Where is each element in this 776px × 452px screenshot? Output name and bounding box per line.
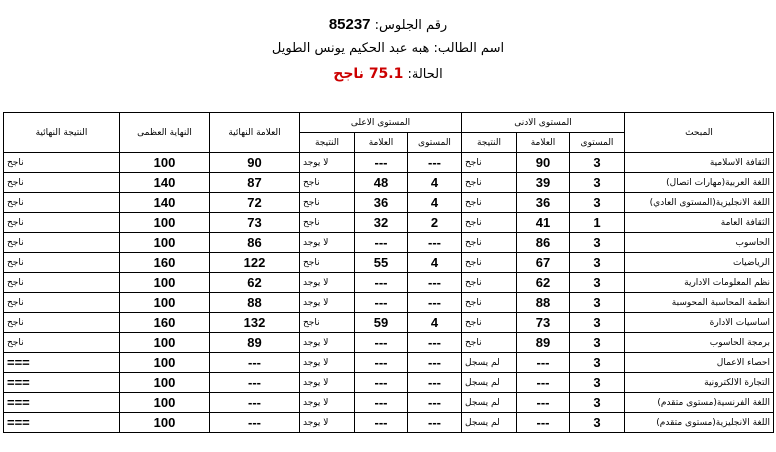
final-mark-cell: 122 <box>210 253 300 273</box>
high-level-cell: 4 <box>408 313 462 333</box>
results-table <box>3 112 774 433</box>
subject-cell: اللغة الانجليزية(المستوى العادي) <box>625 193 774 213</box>
student-name-line <box>0 39 776 59</box>
high-result-cell: ناجح <box>300 253 355 273</box>
low-level-cell: 3 <box>570 193 625 213</box>
table-row <box>4 253 774 273</box>
high-mark-cell: --- <box>355 233 408 253</box>
low-result-cell: ناجح <box>462 153 517 173</box>
final-mark-cell: 88 <box>210 293 300 313</box>
max-mark-cell: 100 <box>120 293 210 313</box>
low-result-cell: لم يسجل <box>462 413 517 433</box>
high-mark-cell: --- <box>355 153 408 173</box>
max-mark-cell: 100 <box>120 393 210 413</box>
high-result-cell: لا يوجد <box>300 353 355 373</box>
final-result-cell: ناجح <box>4 253 120 273</box>
high-result-cell: ناجح <box>300 313 355 333</box>
max-mark-cell: 160 <box>120 313 210 333</box>
subject-cell: احصاء الاعمال <box>625 353 774 373</box>
low-level-cell: 3 <box>570 313 625 333</box>
high-level-cell: --- <box>408 153 462 173</box>
high-mark-cell: --- <box>355 413 408 433</box>
subject-cell: الحاسوب <box>625 233 774 253</box>
low-level-cell: 3 <box>570 233 625 253</box>
final-mark-header: العلامة النهائية <box>210 113 300 153</box>
low-result-subheader: النتيجة <box>462 133 517 153</box>
final-result-cell: ناجح <box>4 153 120 173</box>
low-result-cell: ناجح <box>462 273 517 293</box>
subject-cell: اللغة الانجليزية(مستوى متقدم) <box>625 413 774 433</box>
high-result-cell: لا يوجد <box>300 333 355 353</box>
low-mark-cell: --- <box>517 353 570 373</box>
high-result-cell: ناجح <box>300 213 355 233</box>
high-level-cell: --- <box>408 233 462 253</box>
low-result-cell: ناجح <box>462 333 517 353</box>
low-mark-cell: --- <box>517 413 570 433</box>
student-label: اسم الطالب: <box>433 41 505 56</box>
table-row <box>4 293 774 313</box>
high-mark-subheader: العلامة <box>355 133 408 153</box>
high-mark-cell: --- <box>355 273 408 293</box>
table-row <box>4 153 774 173</box>
final-result-cell: === <box>4 373 120 393</box>
final-mark-cell: 62 <box>210 273 300 293</box>
high-result-cell: لا يوجد <box>300 233 355 253</box>
low-mark-cell: 86 <box>517 233 570 253</box>
final-result-cell: ناجح <box>4 213 120 233</box>
table-row <box>4 333 774 353</box>
final-result-cell: ناجح <box>4 313 120 333</box>
final-mark-cell: 86 <box>210 233 300 253</box>
high-mark-cell: --- <box>355 373 408 393</box>
low-mark-cell: 36 <box>517 193 570 213</box>
table-row <box>4 233 774 253</box>
max-mark-cell: 140 <box>120 193 210 213</box>
subject-cell: انظمة المحاسبة المحوسبة <box>625 293 774 313</box>
max-mark-cell: 140 <box>120 173 210 193</box>
low-level-cell: 3 <box>570 293 625 313</box>
max-mark-cell: 100 <box>120 333 210 353</box>
status-label: الحالة: <box>407 67 443 82</box>
low-level-cell: 3 <box>570 333 625 353</box>
subject-cell: الثقافة الاسلامية <box>625 153 774 173</box>
subject-cell: التجارة الالكترونية <box>625 373 774 393</box>
low-result-cell: ناجح <box>462 313 517 333</box>
final-mark-cell: 90 <box>210 153 300 173</box>
high-result-cell: لا يوجد <box>300 153 355 173</box>
status-line <box>0 64 776 85</box>
final-mark-cell: 87 <box>210 173 300 193</box>
max-mark-cell: 100 <box>120 373 210 393</box>
low-result-cell: لم يسجل <box>462 353 517 373</box>
low-mark-cell: 73 <box>517 313 570 333</box>
subject-cell: اللغة العربية(مهارات اتصال) <box>625 173 774 193</box>
table-row <box>4 373 774 393</box>
header-row-top <box>4 113 774 133</box>
low-mark-cell: 39 <box>517 173 570 193</box>
high-level-cell: --- <box>408 333 462 353</box>
high-level-cell: --- <box>408 353 462 373</box>
final-result-cell: === <box>4 393 120 413</box>
low-level-cell: 3 <box>570 173 625 193</box>
final-mark-cell: 72 <box>210 193 300 213</box>
high-mark-cell: --- <box>355 393 408 413</box>
max-mark-cell: 160 <box>120 253 210 273</box>
final-mark-cell: 89 <box>210 333 300 353</box>
max-mark-cell: 100 <box>120 353 210 373</box>
final-result-cell: ناجح <box>4 273 120 293</box>
high-result-cell: ناجح <box>300 173 355 193</box>
high-mark-cell: --- <box>355 333 408 353</box>
low-level-cell: 3 <box>570 353 625 373</box>
high-mark-cell: 59 <box>355 313 408 333</box>
subject-cell: الرياضيات <box>625 253 774 273</box>
subject-cell: اساسيات الادارة <box>625 313 774 333</box>
low-result-cell: ناجح <box>462 253 517 273</box>
final-result-cell: ناجح <box>4 173 120 193</box>
low-mark-cell: 41 <box>517 213 570 233</box>
student-name: هبه عبد الحكيم يونس الطويل <box>271 41 430 56</box>
low-result-cell: لم يسجل <box>462 373 517 393</box>
table-row <box>4 353 774 373</box>
low-level-cell: 3 <box>570 253 625 273</box>
low-mark-cell: 89 <box>517 333 570 353</box>
high-level-cell: 4 <box>408 253 462 273</box>
subject-cell: نظم المعلومات الادارية <box>625 273 774 293</box>
low-level-cell: 3 <box>570 413 625 433</box>
final-result-cell: ناجح <box>4 193 120 213</box>
seat-label: رقم الجلوس: <box>374 18 448 33</box>
high-mark-cell: 48 <box>355 173 408 193</box>
high-mark-cell: 32 <box>355 213 408 233</box>
max-mark-cell: 100 <box>120 273 210 293</box>
table-row <box>4 173 774 193</box>
subject-cell: الثقافة العامة <box>625 213 774 233</box>
high-result-cell: لا يوجد <box>300 293 355 313</box>
high-level-cell: 2 <box>408 213 462 233</box>
table-row <box>4 413 774 433</box>
low-mark-cell: 90 <box>517 153 570 173</box>
low-level-cell: 1 <box>570 213 625 233</box>
max-mark-cell: 100 <box>120 233 210 253</box>
max-mark-cell: 100 <box>120 213 210 233</box>
final-result-header: النتيجة النهائية <box>4 113 120 153</box>
high-level-cell: --- <box>408 273 462 293</box>
table-row <box>4 273 774 293</box>
max-mark-header: النهاية العظمى <box>120 113 210 153</box>
final-mark-cell: 132 <box>210 313 300 333</box>
high-level-subheader: المستوى <box>408 133 462 153</box>
final-result-cell: ناجح <box>4 333 120 353</box>
low-result-cell: ناجح <box>462 233 517 253</box>
high-result-cell: لا يوجد <box>300 373 355 393</box>
low-result-cell: ناجح <box>462 293 517 313</box>
final-mark-cell: --- <box>210 413 300 433</box>
status-value: 75.1 ناجح <box>333 66 404 82</box>
subject-cell: اللغة الفرنسية(مستوى متقدم) <box>625 393 774 413</box>
seat-number-line <box>0 15 776 36</box>
max-mark-cell: 100 <box>120 153 210 173</box>
high-result-cell: لا يوجد <box>300 393 355 413</box>
low-mark-subheader: العلامة <box>517 133 570 153</box>
table-row <box>4 313 774 333</box>
low-result-cell: ناجح <box>462 173 517 193</box>
final-mark-cell: --- <box>210 393 300 413</box>
high-result-cell: ناجح <box>300 193 355 213</box>
low-level-cell: 3 <box>570 153 625 173</box>
low-mark-cell: --- <box>517 393 570 413</box>
high-mark-cell: 55 <box>355 253 408 273</box>
table-row <box>4 193 774 213</box>
high-level-cell: --- <box>408 413 462 433</box>
high-mark-cell: 36 <box>355 193 408 213</box>
low-result-cell: ناجح <box>462 193 517 213</box>
high-result-cell: لا يوجد <box>300 273 355 293</box>
table-row <box>4 393 774 413</box>
low-level-cell: 3 <box>570 393 625 413</box>
final-mark-cell: --- <box>210 353 300 373</box>
final-mark-cell: 73 <box>210 213 300 233</box>
low-level-cell: 3 <box>570 373 625 393</box>
low-result-cell: ناجح <box>462 213 517 233</box>
high-level-cell: --- <box>408 393 462 413</box>
high-result-subheader: النتيجة <box>300 133 355 153</box>
low-result-cell: لم يسجل <box>462 393 517 413</box>
low-mark-cell: --- <box>517 373 570 393</box>
low-level-subheader: المستوى <box>570 133 625 153</box>
seat-number: 85237 <box>328 16 371 33</box>
low-mark-cell: 67 <box>517 253 570 273</box>
low-mark-cell: 62 <box>517 273 570 293</box>
high-result-cell: لا يوجد <box>300 413 355 433</box>
max-mark-cell: 100 <box>120 413 210 433</box>
high-level-cell: 4 <box>408 193 462 213</box>
low-mark-cell: 88 <box>517 293 570 313</box>
subject-cell: برمجة الحاسوب <box>625 333 774 353</box>
high-level-cell: --- <box>408 293 462 313</box>
higher-level-header: المستوى الاعلى <box>300 113 462 133</box>
high-level-cell: 4 <box>408 173 462 193</box>
final-mark-cell: --- <box>210 373 300 393</box>
lower-level-header: المستوى الادنى <box>462 113 625 133</box>
high-mark-cell: --- <box>355 293 408 313</box>
final-result-cell: === <box>4 413 120 433</box>
subject-header: المبحث <box>625 113 774 153</box>
final-result-cell: ناجح <box>4 233 120 253</box>
high-mark-cell: --- <box>355 353 408 373</box>
table-row <box>4 213 774 233</box>
final-result-cell: === <box>4 353 120 373</box>
low-level-cell: 3 <box>570 273 625 293</box>
final-result-cell: ناجح <box>4 293 120 313</box>
high-level-cell: --- <box>408 373 462 393</box>
